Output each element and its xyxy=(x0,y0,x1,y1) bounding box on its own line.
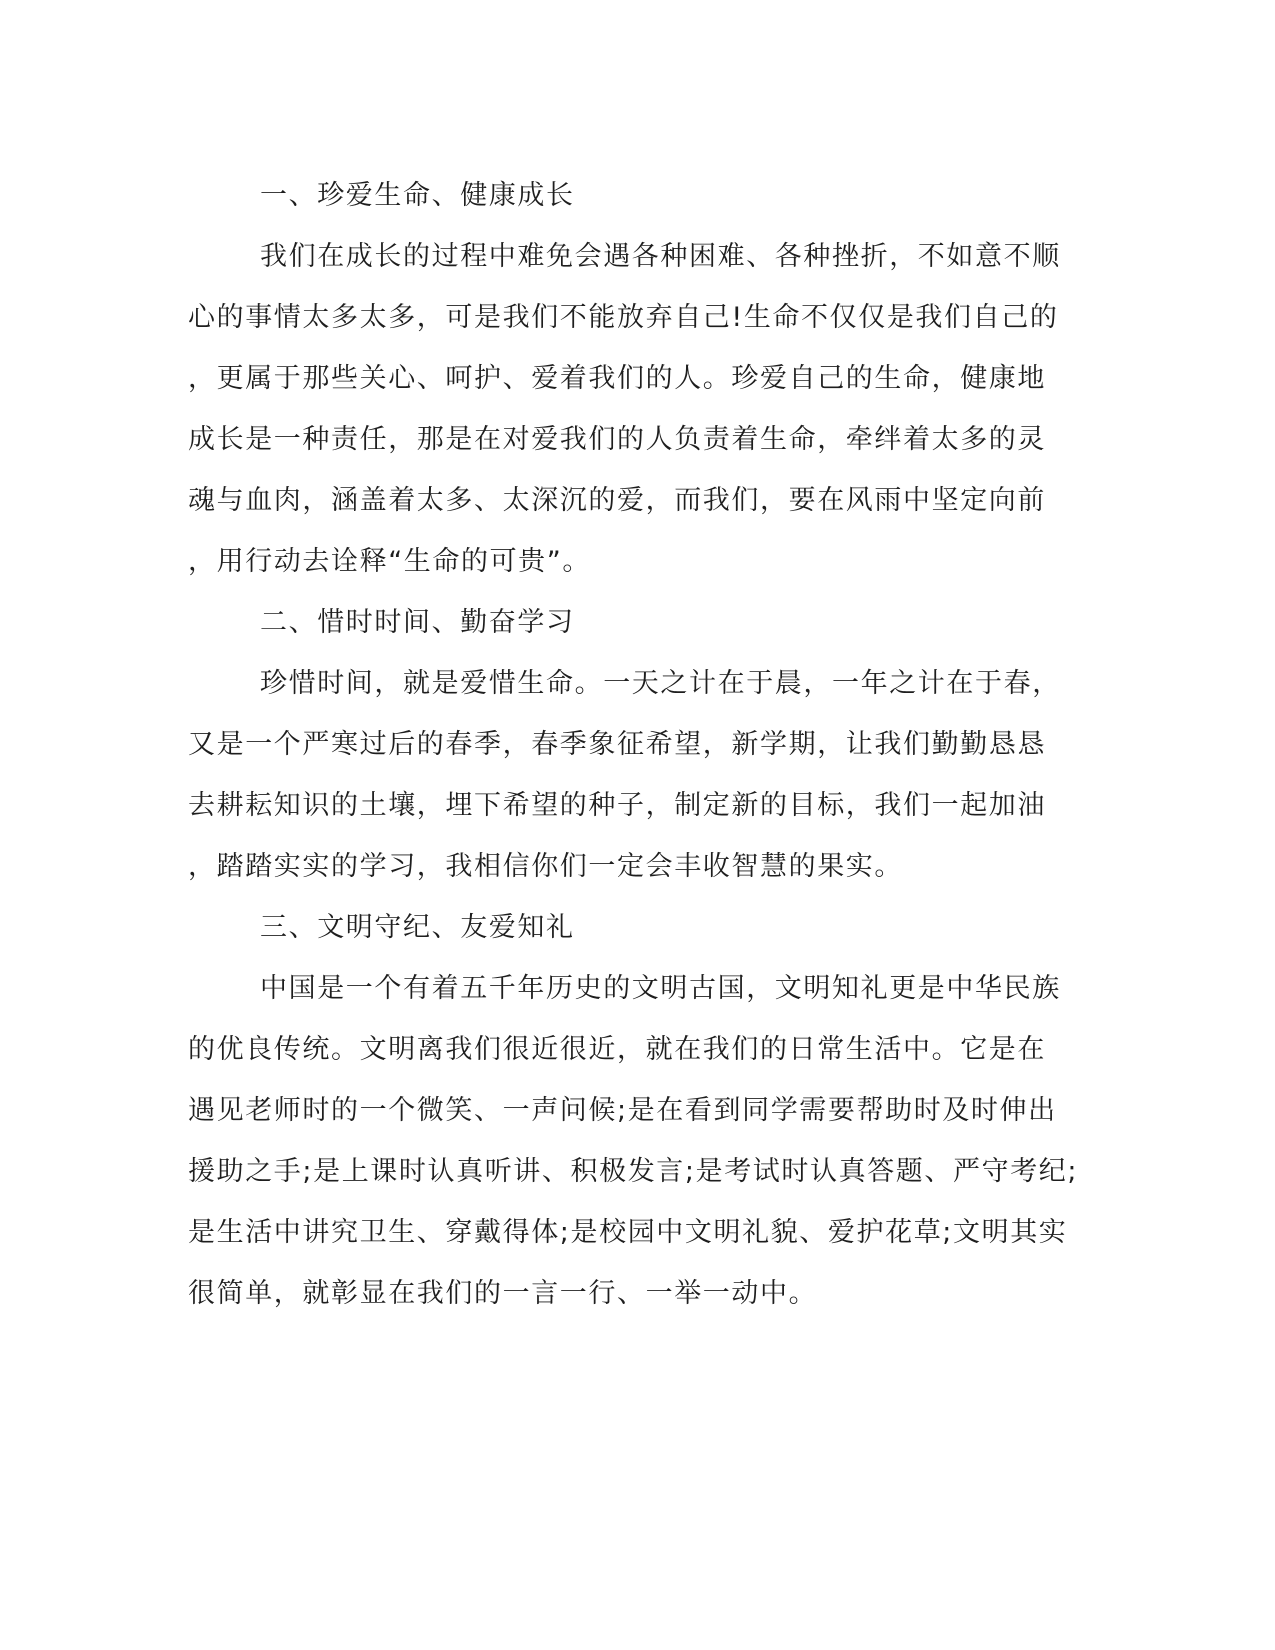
paragraph-line: 很简单，就彰显在我们的一言一行、一举一动中。 xyxy=(188,1278,818,1309)
paragraph-line: ，用行动去诠释“生命的可贵”。 xyxy=(188,546,591,577)
paragraph-line: 援助之手;是上课时认真听讲、积极发言;是考试时认真答题、严守考纪; xyxy=(188,1156,1079,1187)
paragraph-line: 魂与血肉，涵盖着太多、太深沉的爱，而我们，要在风雨中坚定向前 xyxy=(188,485,1046,516)
paragraph-line: 去耕耘知识的土壤，埋下希望的种子，制定新的目标，我们一起加油 xyxy=(188,790,1046,821)
paragraph-line: ，更属于那些关心、呵护、爱着我们的人。珍爱自己的生命，健康地 xyxy=(188,363,1046,394)
paragraph-line: 成长是一种责任，那是在对爱我们的人负责着生命，牵绊着太多的灵 xyxy=(188,424,1046,455)
paragraph-line: 遇见老师时的一个微笑、一声问候;是在看到同学需要帮助时及时伸出 xyxy=(188,1095,1057,1126)
section-heading-2: 二、惜时时间、勤奋学习 xyxy=(260,607,575,638)
paragraph-line: 又是一个严寒过后的春季，春季象征希望，新学期，让我们勤勤恳恳 xyxy=(188,729,1046,760)
paragraph-line: 中国是一个有着五千年历史的文明古国，文明知礼更是中华民族 xyxy=(260,973,1061,1004)
document-body xyxy=(188,165,1079,1324)
paragraph-line: 我们在成长的过程中难免会遇各种困难、各种挫折，不如意不顺 xyxy=(260,241,1061,272)
paragraph-line: ，踏踏实实的学习，我相信你们一定会丰收智慧的果实。 xyxy=(188,851,903,882)
paragraph-line: 心的事情太多太多，可是我们不能放弃自己!生命不仅仅是我们自己的 xyxy=(188,302,1059,333)
section-heading-1: 一、珍爱生命、健康成长 xyxy=(260,180,575,211)
paragraph-line: 的优良传统。文明离我们很近很近，就在我们的日常生活中。它是在 xyxy=(188,1034,1046,1065)
section-heading-3: 三、文明守纪、友爱知礼 xyxy=(260,912,575,943)
paragraph-line: 珍惜时间，就是爱惜生命。一天之计在于晨，一年之计在于春， xyxy=(260,668,1061,699)
paragraph-line: 是生活中讲究卫生、穿戴得体;是校园中文明礼貌、爱护花草;文明其实 xyxy=(188,1217,1068,1248)
